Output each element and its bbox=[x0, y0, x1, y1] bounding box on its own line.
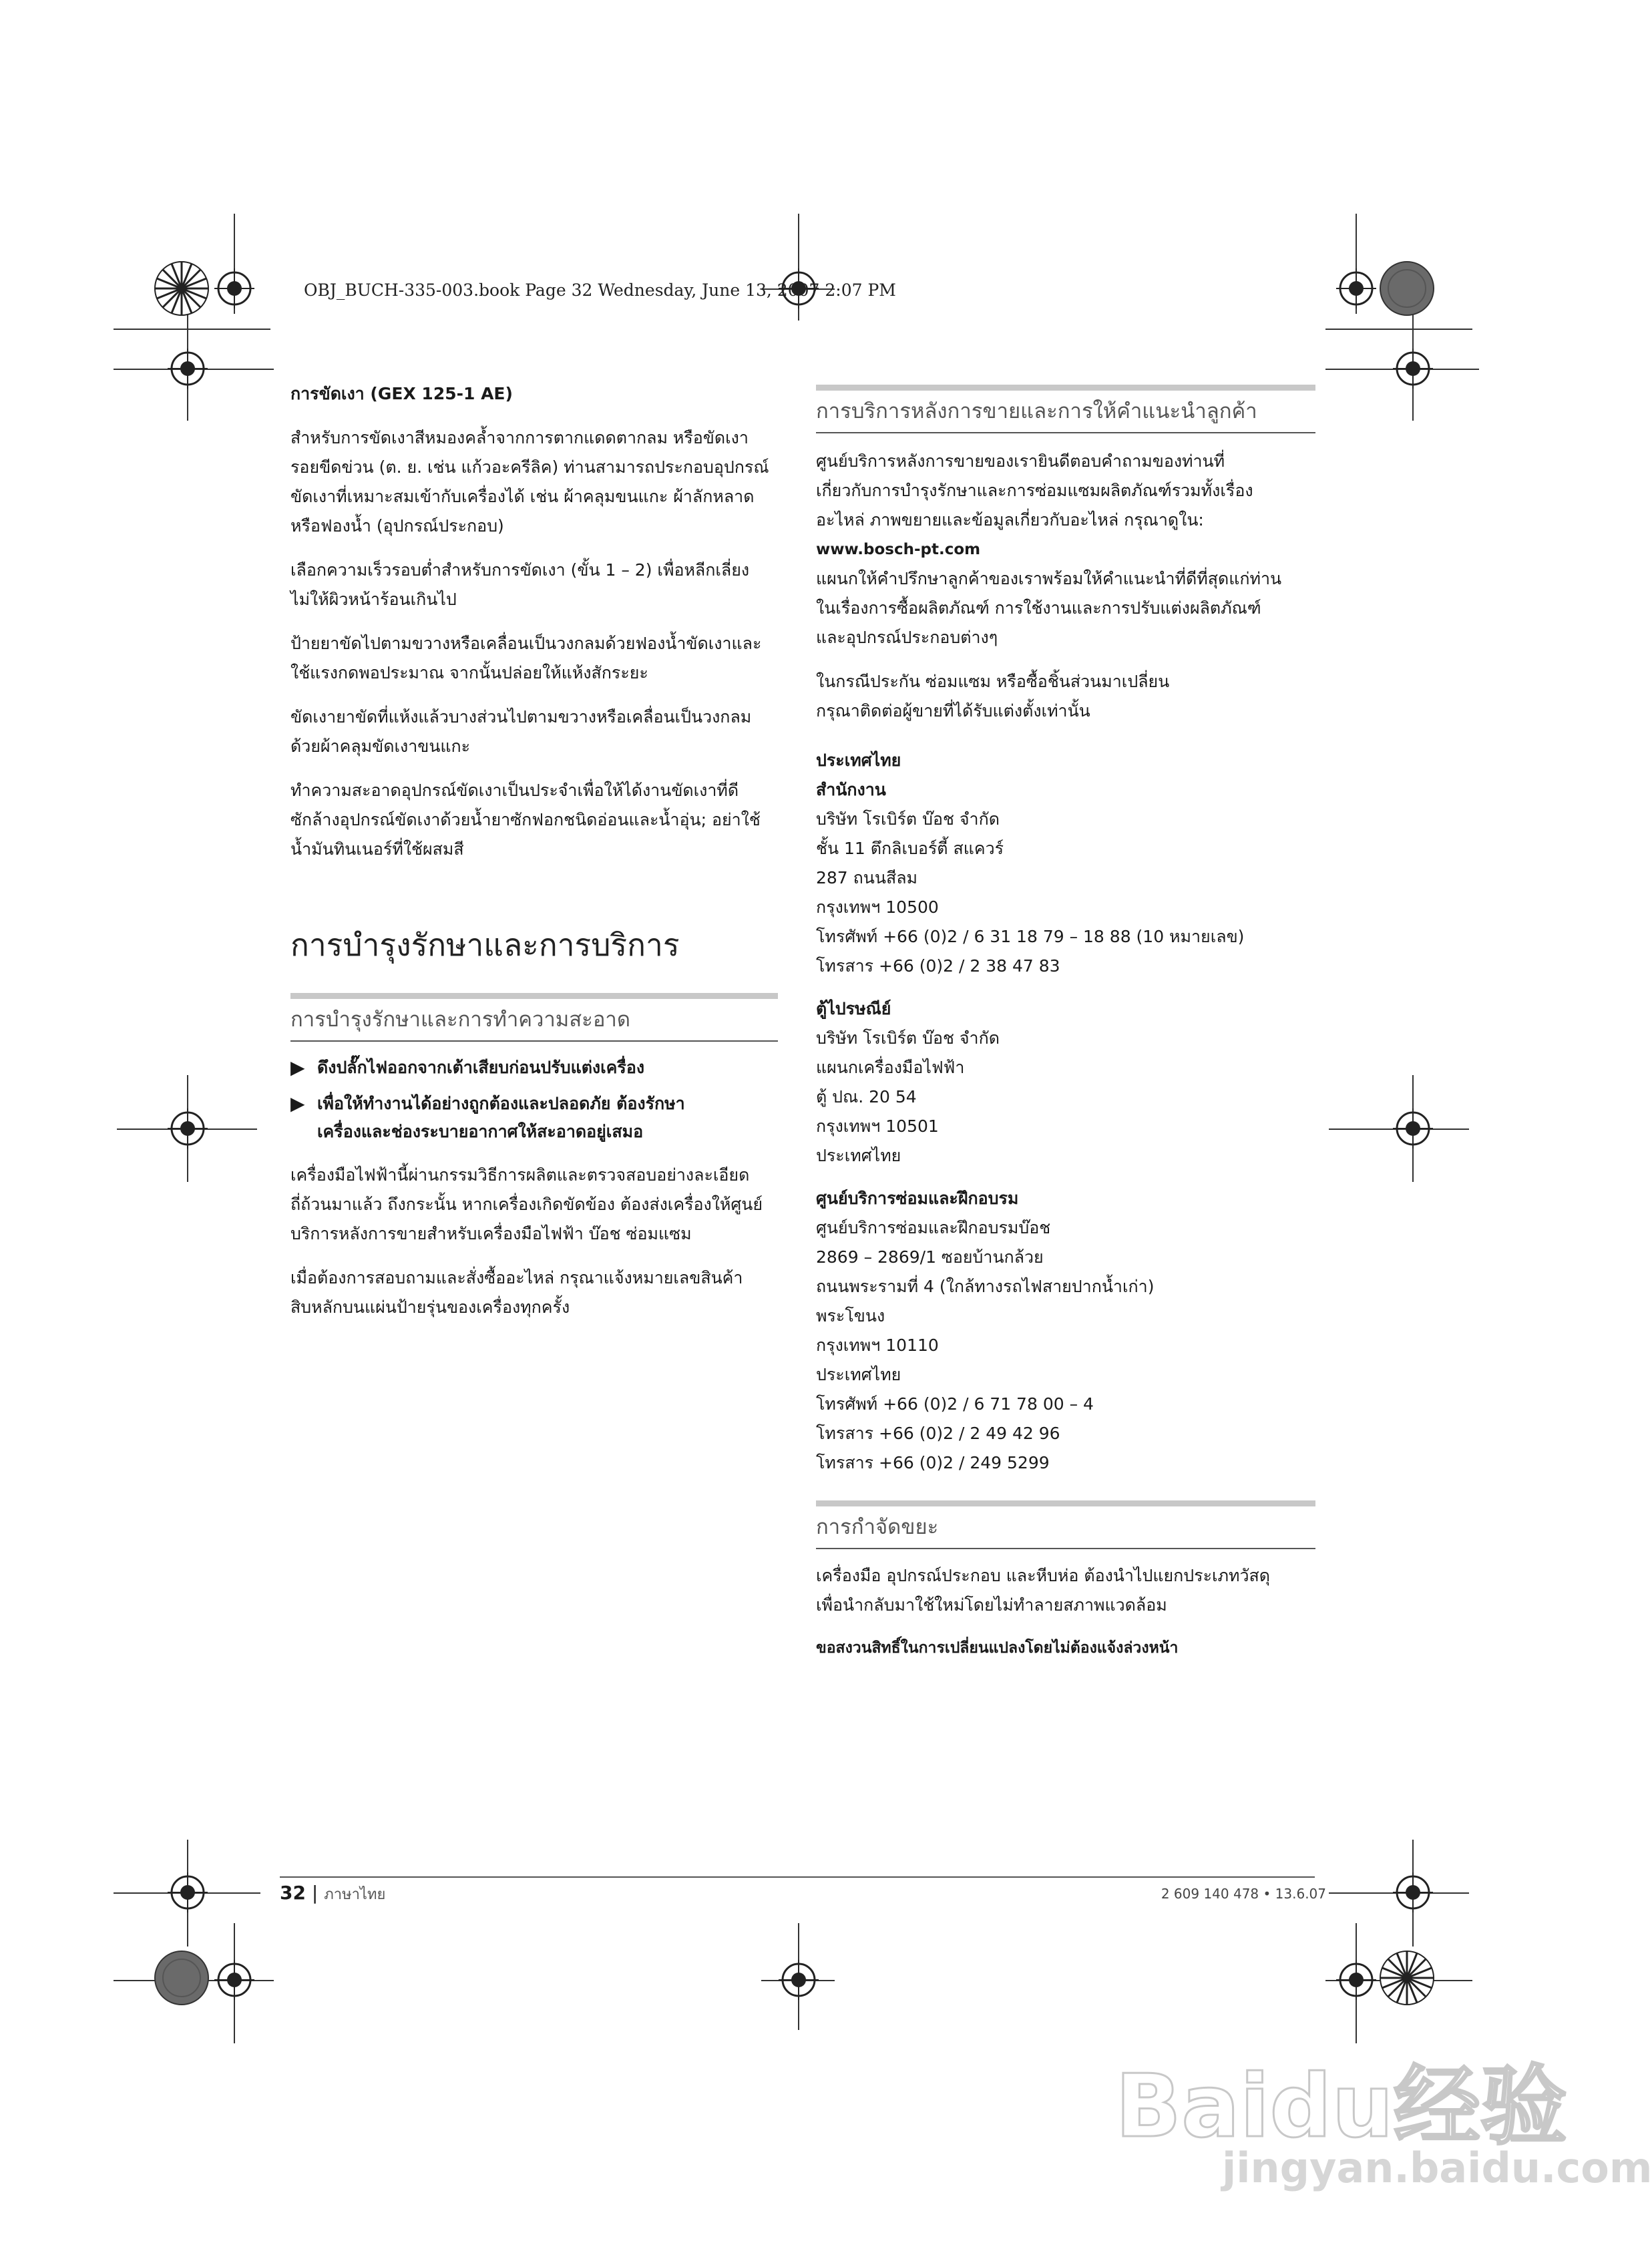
address-line: 2869 – 2869/1 ซอยบ้านกล้วย bbox=[816, 1247, 1044, 1267]
star-target-icon bbox=[154, 260, 210, 317]
rights-reserved-note: ขอสงวนสิทธิ์ในการเปลี่ยนแปลงโดยไม่ต้องแจ้งล่วงหน้า bbox=[816, 1639, 1179, 1657]
address-line: กรุงเทพฯ 10500 bbox=[816, 897, 939, 917]
pobox-address bbox=[816, 1024, 1315, 1171]
text-line: น้ำมันทินเนอร์ที่ใช้ผสมสี bbox=[290, 839, 464, 859]
text-line: ถี่ถ้วนมาแล้ว ถึงกระนั้น หากเครื่องเกิดขัดข้อง ต้องส่งเครื่องให้ศูนย์ bbox=[290, 1195, 763, 1214]
website-link[interactable]: www.bosch-pt.com bbox=[816, 541, 981, 558]
text-line: หรือฟองน้ำ (อุปกรณ์ประกอบ) bbox=[290, 516, 504, 536]
page-number: 32 bbox=[280, 1882, 306, 1904]
address-line: ชั้น 11 ตึกลิเบอร์ตี้ สแควร์ bbox=[816, 839, 1004, 858]
arrow-icon: ▶ bbox=[290, 1092, 305, 1114]
disposal-section-heading: การกำจัดขยะ bbox=[816, 1500, 1315, 1549]
text-line: สำหรับการขัดเงาสีหมองคล้ำจากการตากแดดตากลม หรือขัดเงา bbox=[290, 428, 749, 447]
text-line: เครื่องมือไฟฟ้านี้ผ่านกรรมวิธีการผลิตและตรวจสอบอย่างละเอียด bbox=[290, 1165, 750, 1185]
registration-mark-icon bbox=[779, 1960, 819, 2000]
right-column bbox=[816, 385, 1315, 1663]
office-address bbox=[816, 805, 1315, 981]
address-line: 287 ถนนสีลม bbox=[816, 868, 918, 887]
address-line: โทรสาร +66 (0)2 / 249 5299 bbox=[816, 1453, 1050, 1472]
text-line: เกี่ยวกับการบำรุงรักษาและการซ่อมแซมผลิตภัณฑ์รวมทั้งเรื่อง bbox=[816, 481, 1253, 500]
text-line: ขัดเงายาขัดที่แห้งแล้วบางส่วนไปตามขวางหรือเคลื่อนเป็นวงกลม bbox=[290, 707, 752, 727]
address-line: ศูนย์บริการซ่อมและฝึกอบรมบ๊อช bbox=[816, 1218, 1051, 1237]
document-code: 2 609 140 478 • 13.6.07 bbox=[1161, 1886, 1326, 1902]
text-line: ซักล้างอุปกรณ์ขัดเงาด้วยน้ำยาซักฟอกชนิดอ่อนและน้ำอุ่น; อย่าใช้ bbox=[290, 810, 761, 829]
polishing-paragraph bbox=[290, 423, 778, 541]
polishing-heading: การขัดเงา (GEX 125-1 AE) bbox=[290, 384, 513, 403]
service-paragraph bbox=[816, 447, 1315, 535]
text-line: ไม่ให้ผิวหน้าร้อนเกินไป bbox=[290, 590, 457, 609]
warning-item bbox=[290, 1090, 778, 1146]
maintenance-section-heading: การบำรุงรักษาและการทำความสะอาด bbox=[290, 993, 778, 1042]
address-line: บริษัท โรเบิร์ต บ๊อช จำกัด bbox=[816, 809, 1000, 829]
polishing-paragraph bbox=[290, 702, 778, 761]
text-line: ในกรณีประกัน ซ่อมแซม หรือซื้อชิ้นส่วนมาเปลี่ยน bbox=[816, 672, 1170, 691]
service-paragraph bbox=[816, 667, 1315, 726]
watermark-logo: Baidu经验 bbox=[1115, 2055, 1567, 2157]
address-line: บริษัท โรเบิร์ต บ๊อช จำกัด bbox=[816, 1028, 1000, 1048]
text-line: ศูนย์บริการหลังการขายของเรายินดีตอบคำถามของท่านที่ bbox=[816, 451, 1225, 471]
address-line: กรุงเทพฯ 10110 bbox=[816, 1336, 939, 1355]
registration-mark-icon bbox=[168, 1108, 208, 1149]
text-line: แผนกให้คำปรึกษาลูกค้าของเราพร้อมให้คำแนะนำที่ดีที่สุดแก่ท่าน bbox=[816, 569, 1282, 588]
text-line: เพื่อให้ทำงานได้อย่างถูกต้องและปลอดภัย ต้องรักษา bbox=[317, 1094, 685, 1113]
text-line: ด้วยผ้าคลุมขัดเงาขนแกะ bbox=[290, 737, 471, 756]
service-center-address bbox=[816, 1213, 1315, 1478]
text-line: ดึงปลั๊กไฟออกจากเต้าเสียบก่อนปรับแต่งเครื่อง bbox=[317, 1058, 645, 1077]
polishing-paragraph bbox=[290, 629, 778, 688]
text-line: กรุณาติดต่อผู้ขายที่ได้รับแต่งตั้งเท่านั้น bbox=[816, 701, 1090, 721]
text-line: เครื่องมือ อุปกรณ์ประกอบ และหีบห่อ ต้องนำไปแยกประเภทวัสดุ bbox=[816, 1566, 1271, 1585]
registration-mark-icon bbox=[168, 349, 208, 389]
registration-mark-icon bbox=[1336, 268, 1376, 309]
registration-mark-icon bbox=[1393, 1872, 1433, 1912]
text-line: ในเรื่องการซื้อผลิตภัณฑ์ การใช้งานและการปรับแต่งผลิตภัณฑ์ bbox=[816, 598, 1261, 618]
footer-language: ภาษาไทย bbox=[324, 1886, 386, 1903]
address-line: แผนกเครื่องมือไฟฟ้า bbox=[816, 1058, 965, 1077]
text-line: ขัดเงาที่เหมาะสมเข้ากับเครื่องได้ เช่น ผ้าคลุมขนแกะ ผ้าลักหลาด bbox=[290, 487, 755, 506]
left-column bbox=[290, 379, 778, 864]
registration-mark-icon bbox=[214, 268, 254, 309]
star-target-icon bbox=[1379, 1950, 1435, 2006]
polishing-paragraph bbox=[290, 556, 778, 614]
address-line: โทรศัพท์ +66 (0)2 / 6 71 78 00 – 4 bbox=[816, 1394, 1094, 1414]
address-line: โทรศัพท์ +66 (0)2 / 6 31 18 79 – 18 88 (10 หมายเลข) bbox=[816, 927, 1245, 946]
warning-list bbox=[290, 1054, 778, 1146]
polishing-paragraph bbox=[290, 776, 778, 864]
office-heading: สำนักงาน bbox=[816, 780, 886, 799]
text-line: รอยขีดข่วน (ต. ย. เช่น แก้วอะครีลิค) ท่านสามารถประกอบอุปกรณ์ bbox=[290, 457, 769, 477]
address-line: โทรสาร +66 (0)2 / 2 38 47 83 bbox=[816, 956, 1060, 976]
arrow-icon: ▶ bbox=[290, 1056, 305, 1078]
registration-mark-icon bbox=[1393, 349, 1433, 389]
address-line: โทรสาร +66 (0)2 / 2 49 42 96 bbox=[816, 1424, 1060, 1443]
watermark bbox=[1102, 2037, 1652, 2217]
maintenance-paragraph bbox=[290, 1263, 778, 1322]
registration-mark-icon bbox=[1336, 1960, 1376, 2000]
text-line: ป้ายยาขัดไปตามขวางหรือเคลื่อนเป็นวงกลมด้วยฟองน้ำขัดเงาและ bbox=[290, 634, 762, 653]
text-line: บริการหลังการขายสำหรับเครื่องมือไฟฟ้า บ๊อช ซ่อมแซม bbox=[290, 1224, 692, 1243]
pobox-heading: ตู้ไปรษณีย์ bbox=[816, 999, 891, 1018]
watermark-url: jingyan.baidu.com bbox=[1222, 2143, 1652, 2192]
service-section-heading: การบริการหลังการขายและการให้คำแนะนำลูกค้า bbox=[816, 385, 1315, 433]
text-line: ทำความสะอาดอุปกรณ์ขัดเงาเป็นประจำเพื่อให้ได้งานขัดเงาที่ดี bbox=[290, 781, 739, 800]
footer-separator: | bbox=[311, 1882, 319, 1904]
address-line: ตู้ ปณ. 20 54 bbox=[816, 1087, 917, 1106]
service-paragraph bbox=[816, 564, 1315, 652]
file-info-header: OBJ_BUCH-335-003.book Page 32 Wednesday, June 13, 2007 2:07 PM bbox=[304, 280, 896, 300]
text-line: เลือกความเร็วรอบต่ำสำหรับการขัดเงา (ขั้น 1 – 2) เพื่อหลีกเลี่ยง bbox=[290, 560, 750, 580]
address-line: ถนนพระรามที่ 4 (ใกล้ทางรถไฟสายปากน้ำเก่า) bbox=[816, 1277, 1155, 1296]
gray-target-icon bbox=[1379, 260, 1435, 317]
left-column-lower bbox=[290, 925, 778, 1322]
maintenance-title: การบำรุงรักษาและการบริการ bbox=[290, 927, 680, 963]
registration-mark-icon bbox=[214, 1960, 254, 2000]
registration-mark-icon bbox=[1393, 1108, 1433, 1149]
text-line: เมื่อต้องการสอบถามและสั่งซื้ออะไหล่ กรุณาแจ้งหมายเลขสินค้า bbox=[290, 1268, 743, 1287]
country-heading: ประเทศไทย bbox=[816, 751, 901, 770]
text-line: และอุปกรณ์ประกอบต่างๆ bbox=[816, 628, 998, 647]
text-line: อะไหล่ ภาพขยายและข้อมูลเกี่ยวกับอะไหล่ กรุณาดูใน: bbox=[816, 510, 1204, 530]
address-line: ประเทศไทย bbox=[816, 1146, 901, 1165]
text-line: เพื่อนำกลับมาใช้ใหม่โดยไม่ทำลายสภาพแวดล้อม bbox=[816, 1595, 1167, 1615]
service-center-heading: ศูนย์บริการซ่อมและฝึกอบรม bbox=[816, 1189, 1019, 1208]
address-line: ประเทศไทย bbox=[816, 1365, 901, 1384]
disposal-paragraph bbox=[816, 1561, 1315, 1620]
warning-item bbox=[290, 1054, 778, 1082]
registration-mark-icon bbox=[168, 1872, 208, 1912]
address-line: กรุงเทพฯ 10501 bbox=[816, 1116, 939, 1136]
address-line: พระโขนง bbox=[816, 1306, 885, 1325]
text-line: ใช้แรงกดพอประมาณ จากนั้นปล่อยให้แห้งสักระยะ bbox=[290, 663, 648, 682]
footer-rule bbox=[280, 1876, 1315, 1878]
text-line: เครื่องและช่องระบายอากาศให้สะอาดอยู่เสมอ bbox=[317, 1122, 644, 1141]
text-line: สิบหลักบนแผ่นป้ายรุ่นของเครื่องทุกครั้ง bbox=[290, 1297, 570, 1317]
page-footer-left bbox=[280, 1882, 385, 1906]
gray-target-icon bbox=[154, 1950, 210, 2006]
maintenance-paragraph bbox=[290, 1161, 778, 1249]
